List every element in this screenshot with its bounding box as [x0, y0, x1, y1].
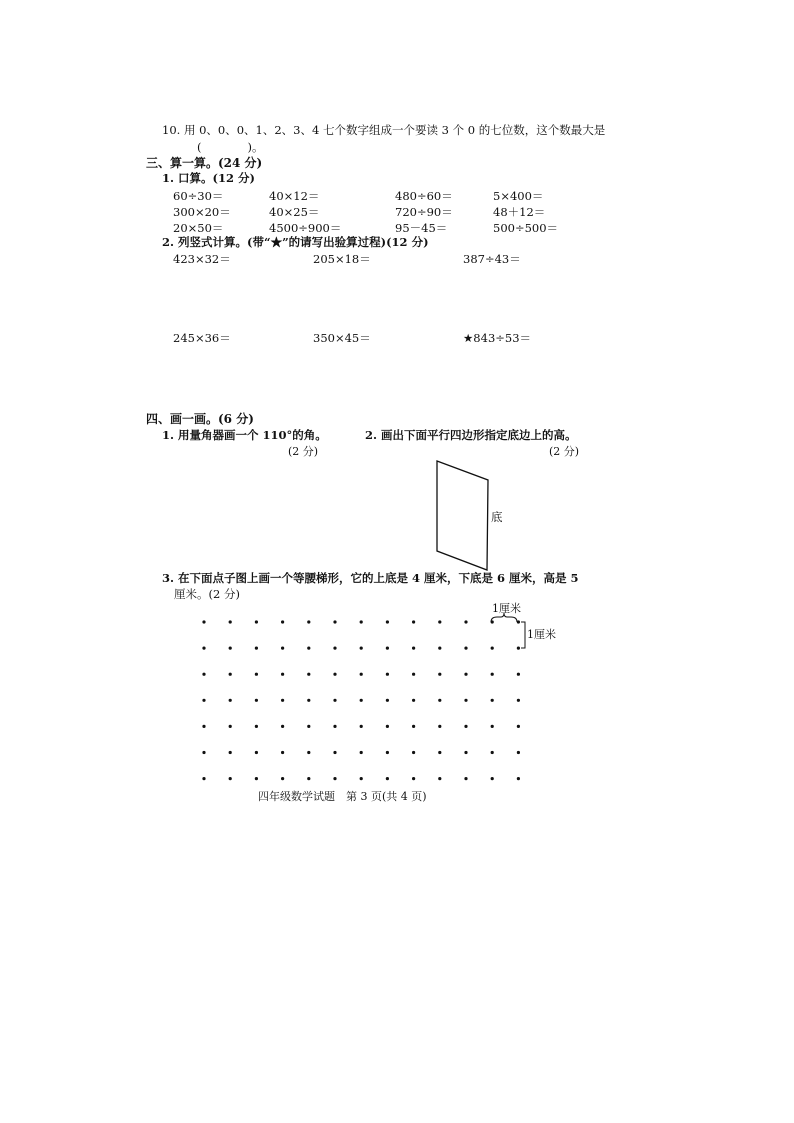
grid-dot: [333, 751, 336, 754]
grid-dot: [333, 673, 336, 676]
vertical-problem: 387÷43＝: [463, 252, 521, 266]
grid-dot: [517, 647, 520, 650]
grid-dot: [255, 777, 258, 780]
grid-dot: [412, 673, 415, 676]
section-4-title: 四、画一画。(6 分): [146, 412, 254, 426]
grid-dot: [412, 647, 415, 650]
grid-dot: [202, 751, 205, 754]
grid-dot: [386, 777, 389, 780]
vertical-problem: 350×45＝: [313, 331, 371, 345]
oral-problem: 60÷30＝: [173, 189, 224, 203]
grid-dot: [491, 647, 494, 650]
grid-dot: [491, 699, 494, 702]
vertical-calculation-label: 2. 列竖式计算。(带“★”的请写出验算过程)(12 分): [162, 235, 429, 249]
grid-dot: [229, 647, 232, 650]
grid-dot: [202, 620, 205, 623]
grid-dot: [202, 699, 205, 702]
oral-problem: 480÷60＝: [395, 189, 453, 203]
grid-dot: [281, 777, 284, 780]
question-10-line1: 10. 用 0、0、0、1、2、3、4 七个数字组成一个要读 3 个 0 的七位数，这个数最大是: [162, 123, 606, 137]
unit-vertical-bracket: [521, 622, 525, 648]
grid-dot: [307, 673, 310, 676]
vertical-problem: 423×32＝: [173, 252, 231, 266]
vertical-problem: 245×36＝: [173, 331, 231, 345]
oral-problem: 300×20＝: [173, 205, 231, 219]
grid-dot: [438, 725, 441, 728]
grid-dot: [307, 777, 310, 780]
grid-dot: [360, 751, 363, 754]
vertical-problem-starred: ★843÷53＝: [463, 331, 532, 345]
grid-dot: [281, 725, 284, 728]
grid-dot: [255, 699, 258, 702]
oral-problem: 20×50＝: [173, 221, 224, 235]
grid-dot: [255, 673, 258, 676]
grid-dot: [517, 620, 520, 623]
grid-dot: [412, 777, 415, 780]
grid-dot: [464, 699, 467, 702]
grid-dot: [412, 620, 415, 623]
grid-dot: [464, 725, 467, 728]
grid-dot: [464, 647, 467, 650]
grid-dot: [333, 647, 336, 650]
grid-dot: [464, 620, 467, 623]
grid-dot: [386, 725, 389, 728]
grid-dot: [491, 751, 494, 754]
grid-dot: [360, 725, 363, 728]
grid-dot: [307, 620, 310, 623]
grid-dot: [386, 620, 389, 623]
grid-dot: [307, 647, 310, 650]
grid-dot: [464, 751, 467, 754]
grid-dot: [281, 751, 284, 754]
grid-dot: [517, 725, 520, 728]
grid-dot: [281, 647, 284, 650]
grid-dot: [517, 751, 520, 754]
grid-dot: [491, 620, 494, 623]
grid-dot: [229, 777, 232, 780]
oral-problem: 4500÷900＝: [269, 221, 342, 235]
grid-dot: [360, 777, 363, 780]
grid-dot: [438, 620, 441, 623]
grid-dot: [255, 751, 258, 754]
grid-dot: [281, 673, 284, 676]
oral-problem: 720÷90＝: [395, 205, 453, 219]
grid-dot: [438, 699, 441, 702]
grid-dot: [438, 777, 441, 780]
draw-angle-question: 1. 用量角器画一个 110°的角。: [162, 428, 327, 442]
grid-dot: [491, 725, 494, 728]
grid-dot: [255, 647, 258, 650]
grid-dot: [255, 725, 258, 728]
grid-dot: [491, 777, 494, 780]
grid-dot: [412, 699, 415, 702]
grid-dot: [333, 699, 336, 702]
draw-height-points: (2 分): [549, 445, 580, 458]
section-3-title: 三、算一算。(24 分): [146, 156, 263, 170]
unit-horizontal-label: 1厘米: [492, 602, 521, 615]
grid-dot: [307, 725, 310, 728]
grid-dot: [360, 699, 363, 702]
draw-angle-points: (2 分): [288, 445, 319, 458]
grid-dot: [229, 725, 232, 728]
grid-dot: [438, 647, 441, 650]
page-footer: 四年级数学试题 第 3 页(共 4 页): [258, 790, 427, 803]
oral-problem: 40×25＝: [269, 205, 320, 219]
grid-dot: [281, 699, 284, 702]
grid-dot: [517, 777, 520, 780]
grid-dot: [333, 777, 336, 780]
grid-dot: [438, 673, 441, 676]
grid-dot: [307, 751, 310, 754]
grid-dot: [229, 699, 232, 702]
grid-dot: [202, 673, 205, 676]
vertical-problem: 205×18＝: [313, 252, 371, 266]
draw-height-question: 2. 画出下面平行四边形指定底边上的高。: [365, 428, 577, 442]
grid-dot: [229, 751, 232, 754]
oral-problem: 5×400＝: [493, 189, 544, 203]
parallelogram-base-label: 底: [491, 510, 503, 524]
grid-dot: [412, 751, 415, 754]
grid-dot: [386, 751, 389, 754]
grid-dot: [307, 699, 310, 702]
grid-dot: [517, 673, 520, 676]
grid-dot: [333, 620, 336, 623]
grid-dot: [333, 725, 336, 728]
unit-vertical-label: 1厘米: [527, 628, 556, 641]
grid-dot: [412, 725, 415, 728]
question-10-answer-blank: ( )。: [197, 140, 264, 154]
grid-dot: [464, 673, 467, 676]
grid-dot: [229, 620, 232, 623]
grid-dot: [491, 673, 494, 676]
grid-dot: [360, 620, 363, 623]
grid-dot: [464, 777, 467, 780]
grid-dot: [255, 620, 258, 623]
grid-dot: [438, 751, 441, 754]
oral-problem: 48＋12＝: [493, 205, 546, 219]
grid-dot: [229, 673, 232, 676]
trapezoid-question-line2: 厘米。(2 分): [174, 587, 240, 601]
grid-dot: [386, 673, 389, 676]
grid-dot: [281, 620, 284, 623]
oral-problem: 95－45＝: [395, 221, 448, 235]
grid-dot: [386, 699, 389, 702]
trapezoid-question-line1: 3. 在下面点子图上画一个等腰梯形，它的上底是 4 厘米，下底是 6 厘米，高是 5: [162, 571, 579, 585]
grid-dot: [360, 673, 363, 676]
oral-problem: 40×12＝: [269, 189, 320, 203]
grid-dot: [517, 699, 520, 702]
oral-problem: 500÷500＝: [493, 221, 559, 235]
grid-dot: [360, 647, 363, 650]
grid-dot: [386, 647, 389, 650]
grid-dot: [202, 777, 205, 780]
oral-calculation-label: 1. 口算。(12 分): [162, 171, 255, 185]
grid-dot: [202, 725, 205, 728]
grid-dot: [202, 647, 205, 650]
